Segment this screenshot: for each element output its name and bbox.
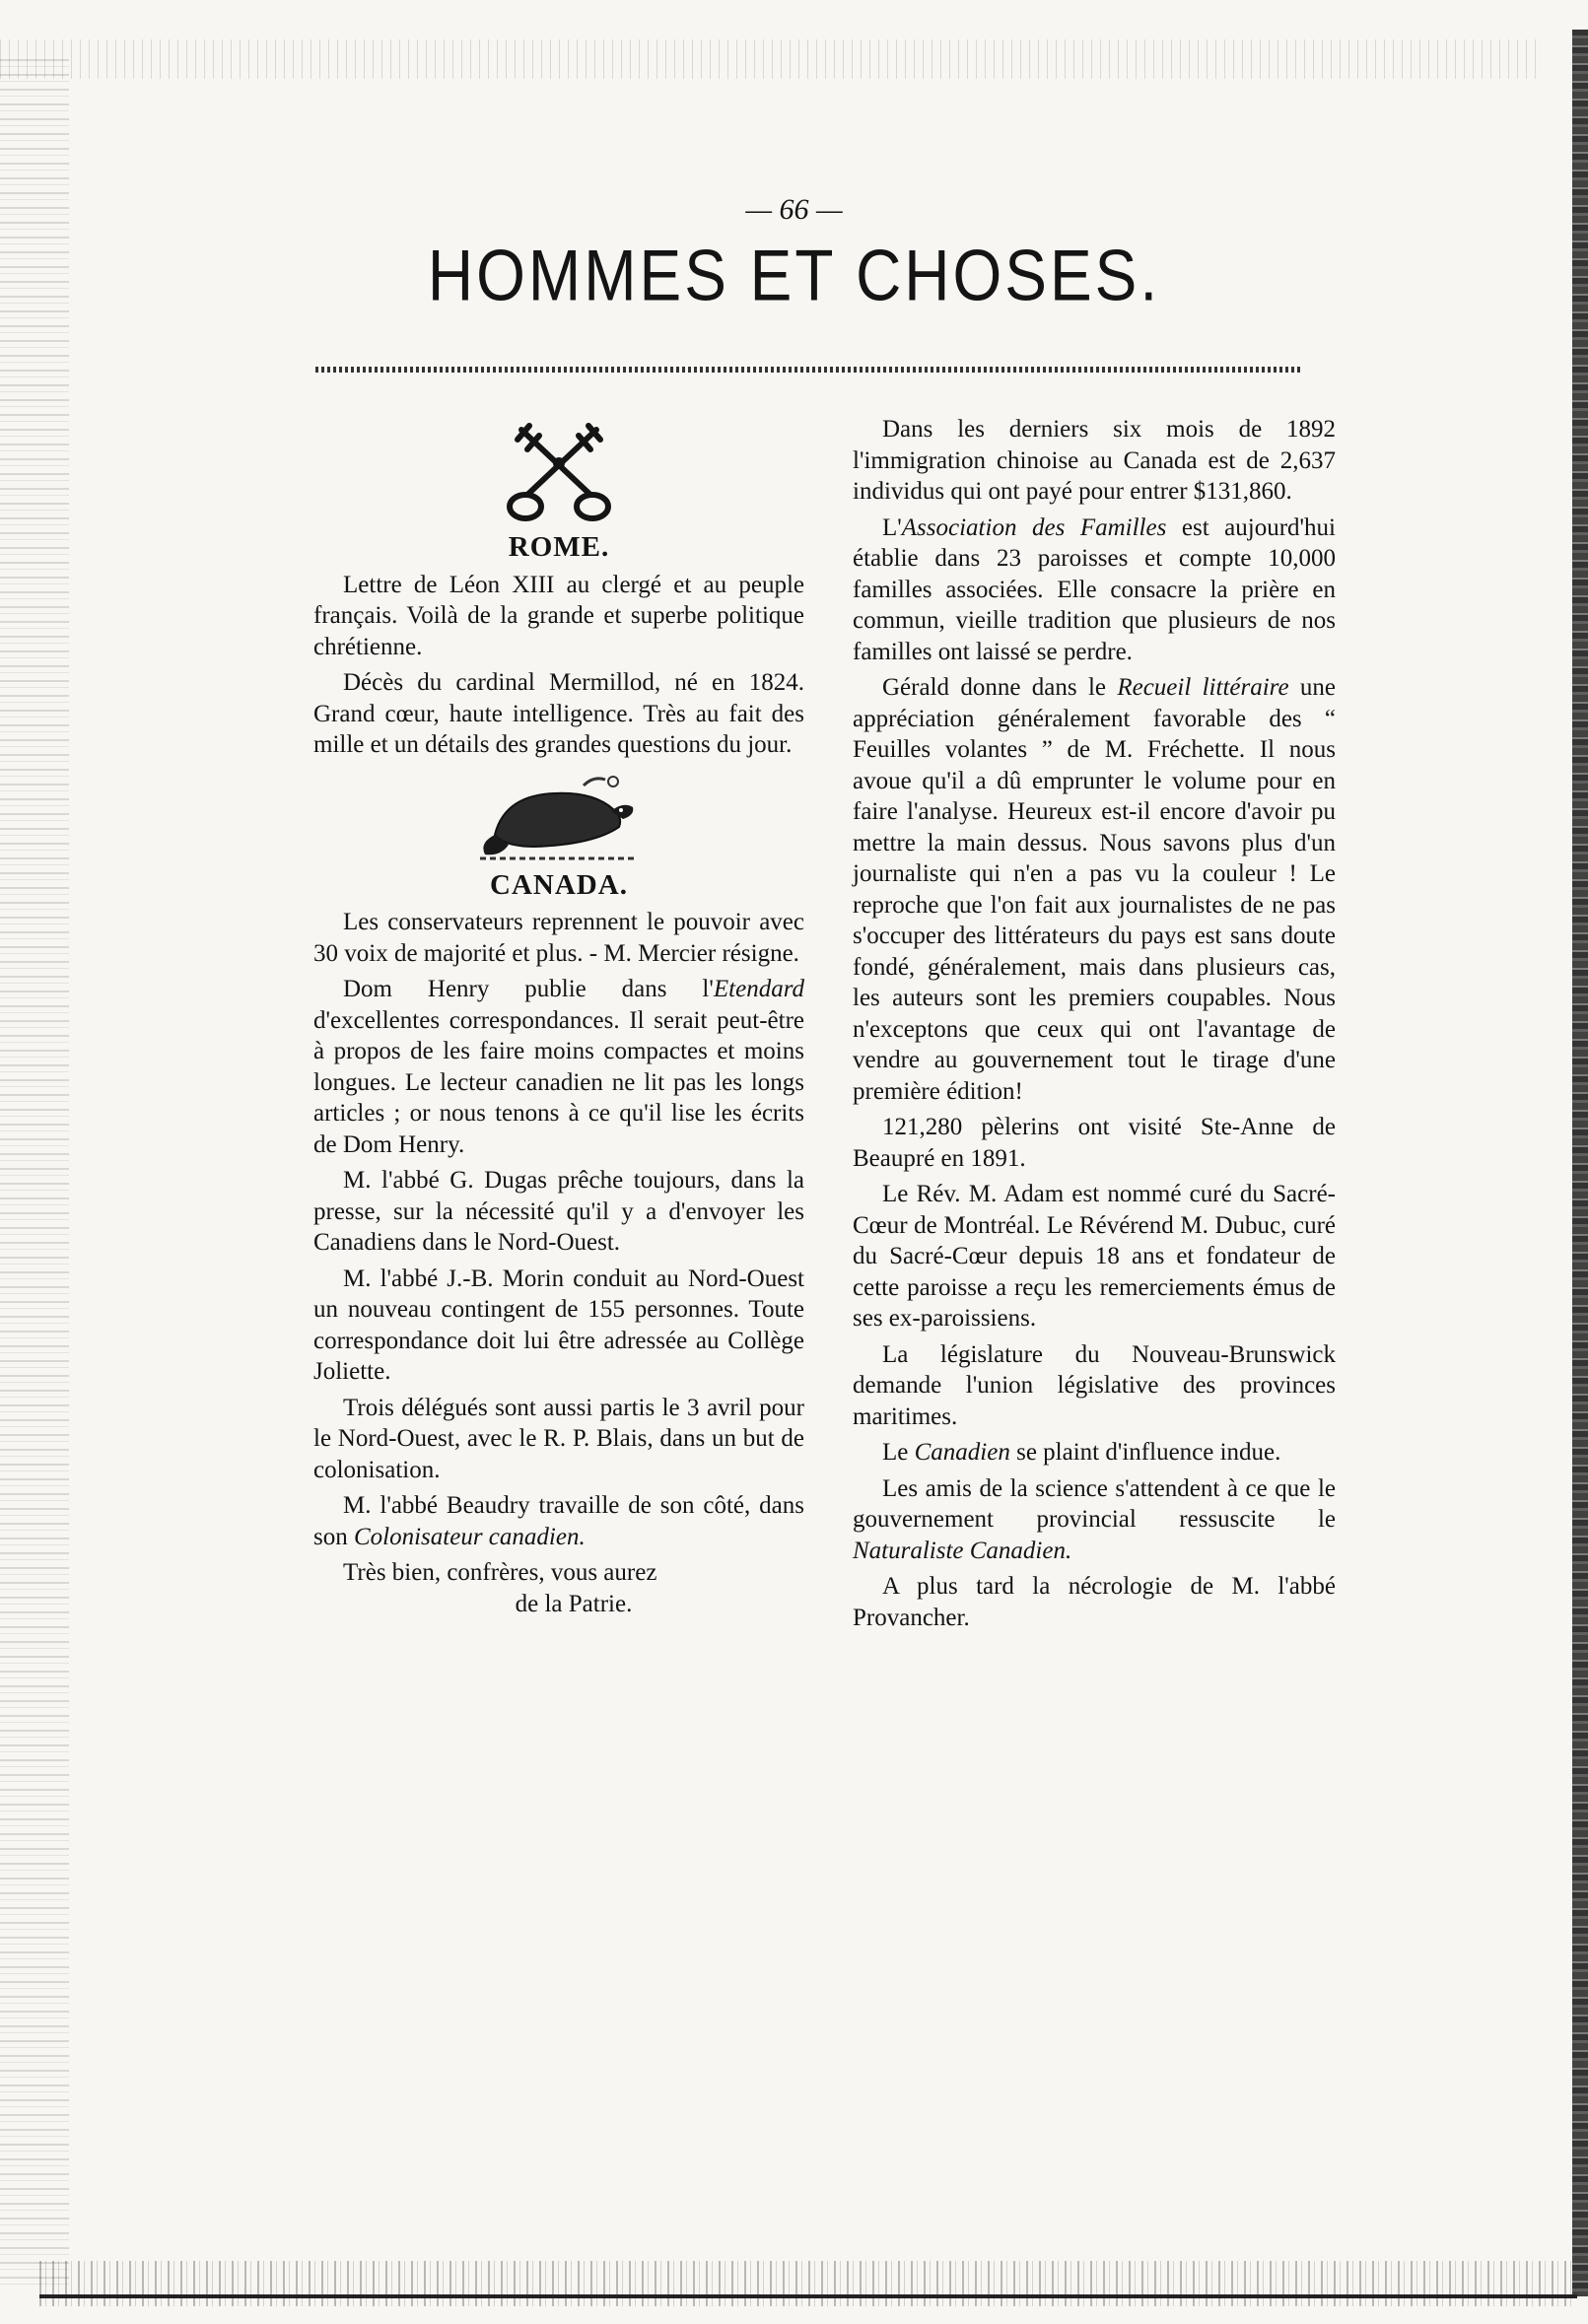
publication-title: Naturaliste Canadien. (853, 1537, 1072, 1564)
dotted-divider (315, 367, 1301, 373)
canada-paragraph-4: M. l'abbé J.-B. Morin conduit au Nord-Ouest un nouveau contingent de 155 personnes. Toute correspondance doit lui être adressée au Collège Joliette. (313, 1265, 804, 1385)
right-paragraph-7 (853, 1437, 1336, 1469)
canada-paragraph-7 (313, 1557, 804, 1619)
text-run: L' (882, 513, 902, 541)
scan-border-right (1572, 30, 1588, 2296)
left-column (313, 414, 804, 1624)
publication-title: Etendard (713, 976, 804, 1002)
right-paragraph-6: La législature du Nouveau-Brunswick demande l'union législative des provinces maritimes. (853, 1340, 1336, 1430)
canada-paragraph-6 (313, 1490, 804, 1552)
canada-paragraph-5: Trois délégués sont aussi partis le 3 avril pour le Nord-Ouest, avec le R. P. Blais, dans un but de colonisation. (313, 1394, 804, 1483)
right-paragraph-9: A plus tard la nécrologie de M. l'abbé Provancher. (853, 1573, 1336, 1631)
text-run: de la Patrie. (515, 1590, 633, 1617)
page-number: — 66 — (745, 193, 843, 226)
canada-paragraph-2 (313, 974, 804, 1160)
text-run: Les amis de la science s'attendent à ce que le gouvernement provincial ressuscite le (853, 1474, 1336, 1533)
beaver-icon (475, 766, 643, 864)
section-heading-rome: ROME. (508, 531, 610, 563)
section-heading-canada: CANADA. (490, 868, 628, 901)
rome-paragraph-2: Décès du cardinal Mermillod, né en 1824. Grand cœur, haute intelligence. Très au fait des mille et un détails des grandes questions du jour. (313, 669, 804, 758)
publication-title: Canadien (914, 1439, 1010, 1466)
crossed-keys-icon (500, 418, 618, 526)
rome-paragraph-1: Lettre de Léon XIII au clergé et au peuple français. Voilà de la grande et superbe politique chrétienne. (313, 571, 804, 660)
right-paragraph-2 (853, 513, 1336, 668)
canada-paragraph-1: Les conservateurs reprennent le pouvoir avec 30 voix de majorité et plus. - M. Mercier résigne. (313, 909, 804, 967)
publication-title: Colonisateur canadien. (353, 1523, 586, 1550)
publication-title: Recueil littéraire (1117, 674, 1289, 701)
right-paragraph-1: Dans les derniers six mois de 1892 l'immigration chinoise au Canada est de 2,637 individus qui ont payé pour entrer $131,860. (853, 416, 1336, 505)
text-run: est aujourd'hui établie dans 23 paroisses et compte 10,000 familles associées. Elle consacre la prière en commun, vieille tradition que plusieurs de nos familles ont laissé se perdre. (853, 513, 1336, 665)
right-paragraph-5: Le Rév. M. Adam est nommé curé du Sacré-Cœur de Montréal. Le Révérend M. Dubuc, curé du Sacré-Cœur depuis 18 ans et fondateur de cette paroisse a reçu les remerciements émus de ses ex-paroissiens. (853, 1181, 1336, 1332)
text-run: Dom Henry publie dans l' (343, 976, 714, 1002)
scan-noise-left (0, 59, 69, 2287)
text-run: une appréciation généralement favorable des “ Feuilles volantes ” de M. Fréchette. Il nous avoue qu'il a dû emprunter le volume pour en faire l'analyse. Heureux est-il encore d'avoir pu mettre la main dessus. Nous savons plus d'un journaliste qui n'en a pas vu la couleur ! Le reproche que l'on fait aux journalistes de ne pas s'occuper des littérateurs du pays est sans doute fondé, généralement, mais dans plusieurs cas, les auteurs sont les premiers coupables. Nous n'exceptons que ceux qui ont l'avantage de vendre au gouvernement tout le tirage d'une première édition! (853, 674, 1337, 1105)
right-paragraph-3 (853, 672, 1336, 1107)
canada-paragraph-3: M. l'abbé G. Dugas prêche toujours, dans la presse, sur la nécessité qu'il y a d'envoyer les Canadiens dans le Nord-Ouest. (313, 1167, 804, 1256)
right-column (853, 414, 1336, 1638)
scan-border-bottom (39, 2294, 1577, 2298)
scan-noise-bottom (39, 2261, 1572, 2306)
right-paragraph-4: 121,280 pèlerins ont visité Ste-Anne de Beaupré en 1891. (853, 1114, 1336, 1172)
page-title: HOMMES ET CHOSES. (427, 234, 1161, 316)
text-run: d'excellentes correspondances. Il serait peut-être à propos de les faire moins compactes et moins longues. Le lecteur canadien ne lit pas les longs articles ; or nous tenons à ce qu'il lise les écrits de Dom Henry. (313, 1006, 804, 1158)
text-run: M. l'abbé Beaudry travaille de son côté, dans son (313, 1492, 804, 1550)
text-run: Le (882, 1439, 915, 1466)
scan-noise-top (0, 39, 1538, 79)
right-paragraph-8 (853, 1473, 1336, 1567)
text-run: se plaint d'influence indue. (1009, 1439, 1281, 1466)
text-run: Gérald donne dans le (882, 674, 1118, 701)
text-run: Très bien, confrères, vous aurez (343, 1559, 657, 1586)
publication-title: Association des Familles (901, 513, 1167, 541)
